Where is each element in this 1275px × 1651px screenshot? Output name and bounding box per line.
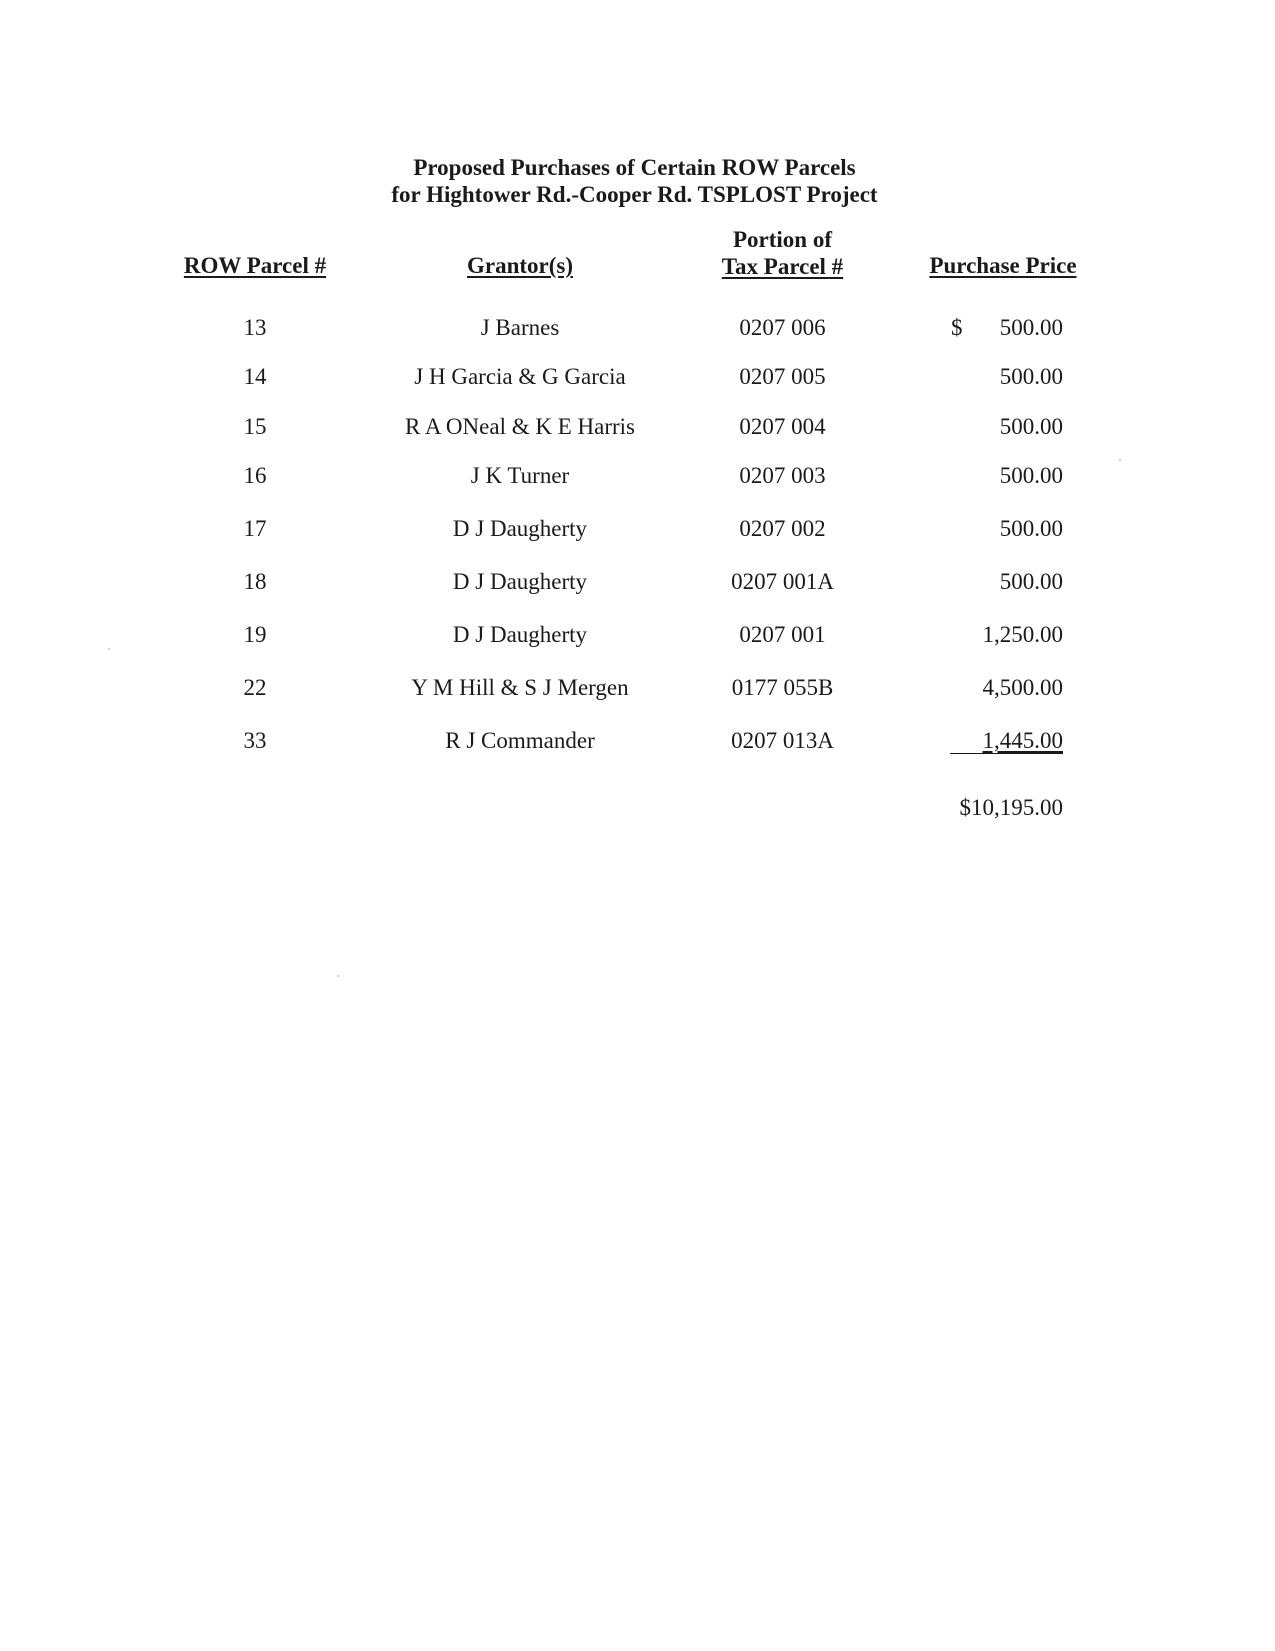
row-parcel-number: 15 bbox=[243, 414, 267, 439]
row-tax-parcel: 0207 001 bbox=[739, 622, 826, 647]
row-grantor: R A ONeal & K E Harris bbox=[405, 414, 635, 439]
header-grantor bbox=[370, 252, 670, 279]
scan-speck bbox=[337, 975, 339, 977]
row-parcel-number: 19 bbox=[243, 622, 267, 647]
row-purchase-price: 500.00 bbox=[999, 516, 1063, 541]
header-row-parcel bbox=[155, 252, 355, 279]
table-row bbox=[0, 514, 1275, 544]
row-purchase-price: 500.00 bbox=[999, 414, 1063, 439]
row-parcel-number: 14 bbox=[243, 364, 267, 389]
document-title-line-2: for Hightower Rd.-Cooper Rd. TSPLOST Project bbox=[391, 182, 878, 207]
header-purchase-price-label: Purchase Price bbox=[929, 253, 1077, 278]
header-tax-parcel bbox=[665, 226, 900, 280]
row-grantor: J Barnes bbox=[480, 315, 560, 340]
row-purchase-price: 4,500.00 bbox=[982, 675, 1063, 700]
row-tax-parcel: 0207 001A bbox=[731, 569, 834, 594]
row-currency-symbol: $ bbox=[951, 315, 963, 340]
row-purchase-price: 1,445.00 bbox=[930, 726, 1063, 756]
row-parcel-number: 17 bbox=[243, 516, 267, 541]
table-row bbox=[0, 620, 1275, 650]
row-tax-parcel: 0207 013A bbox=[731, 728, 834, 753]
row-tax-parcel: 0207 006 bbox=[739, 315, 826, 340]
row-parcel-number: 16 bbox=[243, 463, 267, 488]
row-tax-parcel: 0207 003 bbox=[739, 463, 826, 488]
table-row bbox=[0, 726, 1275, 756]
table-row bbox=[0, 362, 1275, 392]
row-grantor: J K Turner bbox=[470, 463, 570, 488]
row-tax-parcel: 0207 005 bbox=[739, 364, 826, 389]
document-title-line-1: Proposed Purchases of Certain ROW Parcels bbox=[413, 155, 856, 180]
row-grantor: R J Commander bbox=[445, 728, 595, 753]
row-grantor: Y M Hill & S J Mergen bbox=[411, 675, 629, 700]
row-tax-parcel: 0177 055B bbox=[731, 675, 834, 700]
row-grantor: D J Daugherty bbox=[452, 516, 588, 541]
row-grantor: J H Garcia & G Garcia bbox=[414, 364, 626, 389]
scan-speck bbox=[108, 648, 110, 650]
header-grantor-label: Grantor(s) bbox=[466, 253, 574, 278]
scan-speck bbox=[1119, 459, 1121, 461]
row-parcel-number: 13 bbox=[243, 315, 267, 340]
header-row-parcel-label: ROW Parcel # bbox=[183, 253, 327, 278]
table-row bbox=[0, 461, 1275, 491]
table-row bbox=[0, 412, 1275, 442]
table-row bbox=[0, 313, 1275, 343]
row-parcel-number: 22 bbox=[243, 675, 267, 700]
purchase-price-total: $10,195.00 bbox=[959, 795, 1063, 820]
row-tax-parcel: 0207 004 bbox=[739, 414, 826, 439]
row-purchase-price: 500.00 bbox=[999, 569, 1063, 594]
table-row bbox=[0, 673, 1275, 703]
row-grantor: D J Daugherty bbox=[452, 622, 588, 647]
table-row bbox=[0, 567, 1275, 597]
header-tax-parcel-line-1: Portion of bbox=[732, 227, 832, 252]
row-purchase-price: 500.00 bbox=[999, 463, 1063, 488]
row-purchase-price: 1,250.00 bbox=[982, 622, 1063, 647]
row-purchase-price: 500.00 bbox=[999, 315, 1063, 340]
header-purchase-price bbox=[898, 252, 1108, 279]
row-purchase-price: 500.00 bbox=[999, 364, 1063, 389]
row-parcel-number: 18 bbox=[243, 569, 267, 594]
row-tax-parcel: 0207 002 bbox=[739, 516, 826, 541]
row-parcel-number: 33 bbox=[243, 728, 267, 753]
header-tax-parcel-line-2: Tax Parcel # bbox=[721, 254, 844, 279]
row-grantor: D J Daugherty bbox=[452, 569, 588, 594]
